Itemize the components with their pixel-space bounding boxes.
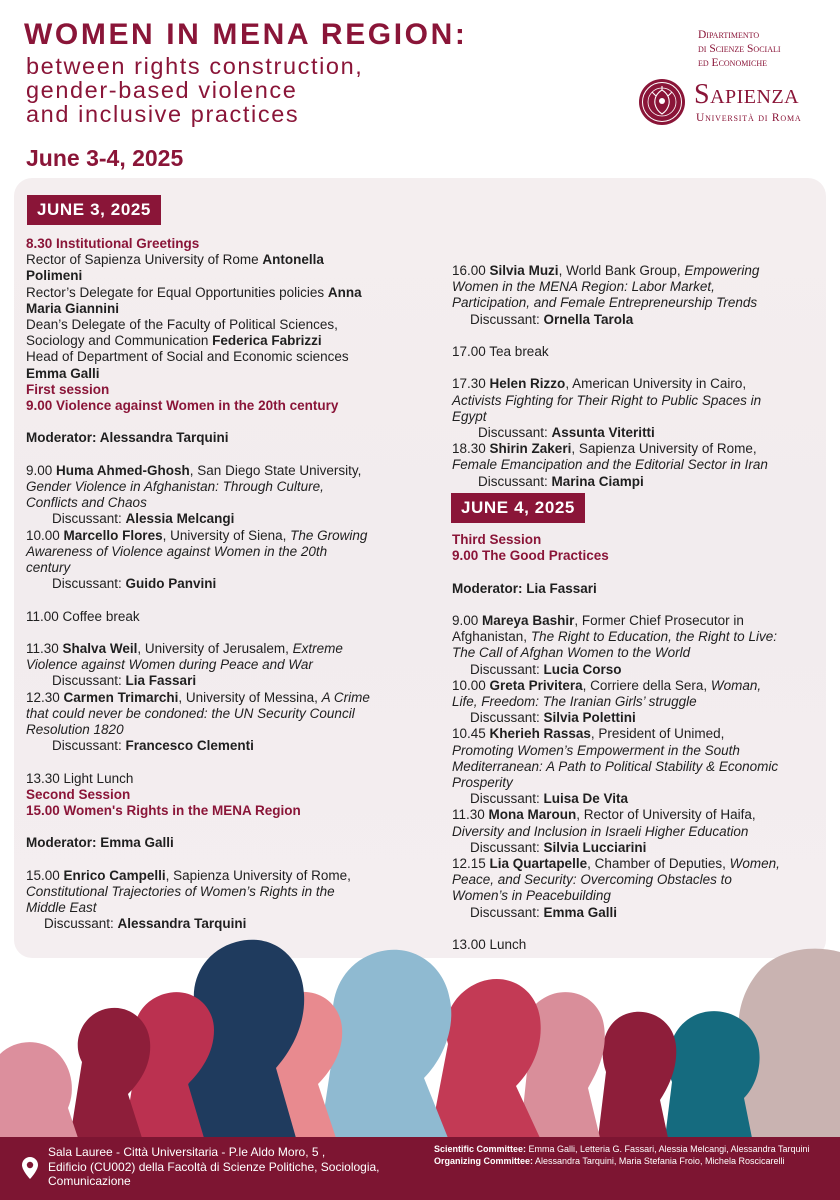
women-silhouettes-illustration bbox=[0, 922, 840, 1138]
department-name bbox=[698, 28, 781, 70]
department-line: di Scienze Sociali bbox=[698, 43, 781, 55]
greeting-line: Polimeni bbox=[26, 268, 83, 284]
subtitle-line: gender-based violence bbox=[26, 77, 298, 103]
day2-badge: JUNE 4, 2025 bbox=[451, 493, 585, 523]
address-line: Sala Lauree - Città Universitaria - P.le Aldo Moro, 5 , bbox=[48, 1145, 326, 1159]
discussant: Discussant: Luisa De Vita bbox=[470, 791, 629, 807]
moderator: Moderator: Lia Fassari bbox=[452, 580, 597, 596]
subtitle-line: between rights construction, bbox=[26, 53, 364, 79]
scientific-committee: Scientific Committee: Emma Galli, Letteria G. Fassari, Alessia Melcangi, Alessandra Tarquini bbox=[434, 1144, 810, 1154]
sapienza-seal-icon bbox=[638, 78, 686, 126]
greeting-line: Rector’s Delegate for Equal Opportunities policies Anna bbox=[26, 284, 362, 300]
discussant: Discussant: Guido Panvini bbox=[52, 576, 217, 592]
tea-break: 17.00 Tea break bbox=[452, 344, 549, 359]
discussant: Discussant: Lia Fassari bbox=[52, 673, 197, 689]
committees bbox=[434, 1144, 830, 1167]
talk: 18.30 Shirin Zakeri, Sapienza University of Rome, bbox=[452, 441, 757, 457]
day1-program-left: 8.30 Institutional Greetings Rector of Sapienza University of Rome Antonella Polimeni Rector’s Delegate for Equal Opportunities policies Anna Maria Giannini Dean’s Delegate of the Faculty of Political Sciences, Sociology and Communication Federica Fabrizzi Head of Department of Social and Economic sciences Emma Galli First session 9.00 Violence against Women in the 20th century Moderator: Alessandra Tarquini 9.00 Huma Ahmed-Ghosh, San Diego State University, Gender Violence in Afghanistan: Through Culture, Conflicts and Chaos Discussant: Alessia Melcangi 10.00 Marcello Flores, University of Siena, The Growing Awareness of Violence against Women in the 20th century Discussant: Guido Panvini 11.00 Coffee break 11.30 Shalva Weil, University of Jerusalem, Extreme Violence against Women during Peace and War Discussant: Lia Fassari 12.30 Carmen Trimarchi, University of Messina, A Crime that could never be condoned: the UN Security Council Resolution 1820 Discussant: Francesco Clementi 13.30 Light Lunch Second Session 15.00 Women's Rights in the MENA Region Moderator: Emma Galli 15.00 Enrico Campelli, Sapienza University of Rome, Constitutional Trajectories of Women’s Rights in the Middle East Discussant: Alessandra Tarquini bbox=[26, 236, 436, 933]
talk: 11.30 Mona Maroun, Rector of University of Haifa, bbox=[452, 807, 756, 823]
silhouette-teal-right bbox=[665, 1011, 760, 1138]
event-title: WOMEN IN MENA REGION: bbox=[24, 18, 468, 51]
organizing-committee: Organizing Committee: Alessandra Tarquini, Maria Stefania Froio, Michela Roscicarelli bbox=[434, 1155, 785, 1166]
greeting-line: Dean’s Delegate of the Faculty of Political Sciences, bbox=[26, 317, 338, 333]
discussant: Discussant: Alessandra Tarquini bbox=[44, 916, 247, 932]
discussant: Discussant: Silvia Polettini bbox=[470, 710, 636, 726]
day2-program: Third Session 9.00 The Good Practices Moderator: Lia Fassari 9.00 Mareya Bashir, Former Chief Prosecutor in Afghanistan, The Right to Education, the Right to Live: The Call of Afghan Women to the World Discussant: Lucia Corso 10.00 Greta Privitera, Corriere della Sera, Woman, Life, Freedom: The Iranian Girls’ struggle Discussant: Silvia Polettini 10.45 Kherieh Rassas, President of Unimed, Promoting Women’s Empowerment in the South Mediterranean: A Path to Political Stability & Economic Prosperity Discussant: Luisa De Vita 11.30 Mona Maroun, Rector of University of Haifa, Diversity and Inclusion in Israeli Higher Education Discussant: Silvia Lucciarini 12.15 Lia Quartapelle, Chamber of Deputies, Women, Peace, and Security: Overcoming Obstacles to Women’s in Peacebuilding Discussant: Emma Galli 13.00 Lunch bbox=[452, 532, 822, 953]
session-label: Third Session bbox=[452, 532, 542, 547]
university-name: Sapienza bbox=[694, 79, 800, 110]
talk: 9.00 Huma Ahmed-Ghosh, San Diego State University, bbox=[26, 462, 362, 478]
talk: 10.00 Greta Privitera, Corriere della Sera, Woman, bbox=[452, 677, 762, 693]
department-line: ed Economiche bbox=[698, 57, 768, 69]
session-title: 15.00 Women's Rights in the MENA Region bbox=[26, 803, 301, 819]
talk: 12.30 Carmen Trimarchi, University of Messina, A Crime bbox=[26, 689, 370, 705]
event-dates: June 3-4, 2025 bbox=[26, 145, 184, 171]
talk: 10.45 Kherieh Rassas, President of Unimed, bbox=[452, 726, 725, 742]
discussant: Discussant: Emma Galli bbox=[470, 904, 618, 920]
talk: 10.00 Marcello Flores, University of Siena, The Growing bbox=[26, 527, 368, 543]
talk: 15.00 Enrico Campelli, Sapienza University of Rome, bbox=[26, 867, 351, 883]
greeting-line: Sociology and Communication Federica Fabrizzi bbox=[26, 333, 322, 349]
department-line: Dipartimento bbox=[698, 29, 760, 41]
greeting-line: Maria Giannini bbox=[26, 300, 120, 316]
event-subtitle bbox=[26, 54, 363, 126]
coffee-break: 11.00 Coffee break bbox=[26, 608, 140, 624]
session-title: 9.00 Violence against Women in the 20th century bbox=[26, 398, 339, 414]
moderator: Moderator: Emma Galli bbox=[26, 835, 174, 851]
light-lunch: 13.30 Light Lunch bbox=[26, 770, 134, 786]
talk: 11.30 Shalva Weil, University of Jerusalem, Extreme bbox=[26, 641, 343, 657]
silhouette-pink-left bbox=[0, 1042, 78, 1138]
university-subtitle: Università di Roma bbox=[696, 112, 802, 124]
discussant: Discussant: Francesco Clementi bbox=[52, 738, 254, 754]
day1-program-right: 16.00 Silvia Muzi, World Bank Group, Empowering Women in the MENA Region: Labor Market, Participation, and Female Entrepreneurship Trends Discussant: Ornella Tarola 17.00 Tea break 17.30 Helen Rizzo, American University in Cairo, Activists Fighting for Their Right to Public Spaces in Egypt Discussant: Assunta Viteritti 18.30 Shirin Zakeri, Sapienza University of Rome, Female Emancipation and the Editorial Sector in Iran Discussant: Marina Ciampi bbox=[452, 263, 822, 490]
greeting-line: Emma Galli bbox=[26, 365, 100, 381]
day1-badge: JUNE 3, 2025 bbox=[27, 195, 161, 225]
moderator: Moderator: Alessandra Tarquini bbox=[26, 430, 229, 446]
location-pin-icon bbox=[22, 1157, 38, 1179]
talk: 16.00 Silvia Muzi, World Bank Group, Empowering bbox=[452, 263, 760, 278]
discussant: Discussant: Lucia Corso bbox=[470, 661, 622, 677]
discussant: Discussant: Assunta Viteritti bbox=[478, 425, 655, 440]
talk: 12.15 Lia Quartapelle, Chamber of Deputies, Women, bbox=[452, 856, 780, 872]
lunch: 13.00 Lunch bbox=[452, 937, 527, 953]
talk: 9.00 Mareya Bashir, Former Chief Prosecutor in bbox=[452, 612, 744, 628]
discussant: Discussant: Marina Ciampi bbox=[478, 473, 644, 489]
greetings-title: 8.30 Institutional Greetings bbox=[26, 236, 200, 251]
session-label: Second Session bbox=[26, 786, 131, 802]
venue-address bbox=[48, 1145, 380, 1189]
discussant: Discussant: Silvia Lucciarini bbox=[470, 839, 647, 855]
address-line: Comunicazione bbox=[48, 1174, 131, 1188]
talk: 17.30 Helen Rizzo, American University in Cairo, bbox=[452, 376, 747, 392]
session-label: First session bbox=[26, 381, 110, 397]
address-line: Edificio (CU002) della Facoltà di Scienze Politiche, Sociologia, bbox=[48, 1159, 380, 1174]
discussant: Discussant: Ornella Tarola bbox=[470, 311, 634, 327]
greeting-line: Rector of Sapienza University of Rome Antonella bbox=[26, 252, 324, 268]
footer bbox=[0, 1137, 840, 1200]
session-title: 9.00 The Good Practices bbox=[452, 548, 609, 564]
subtitle-line: and inclusive practices bbox=[26, 101, 300, 127]
silhouette-darkred-right bbox=[598, 1012, 676, 1138]
header bbox=[0, 0, 840, 180]
discussant: Discussant: Alessia Melcangi bbox=[52, 511, 235, 527]
greeting-line: Head of Department of Social and Economic sciences bbox=[26, 349, 349, 365]
